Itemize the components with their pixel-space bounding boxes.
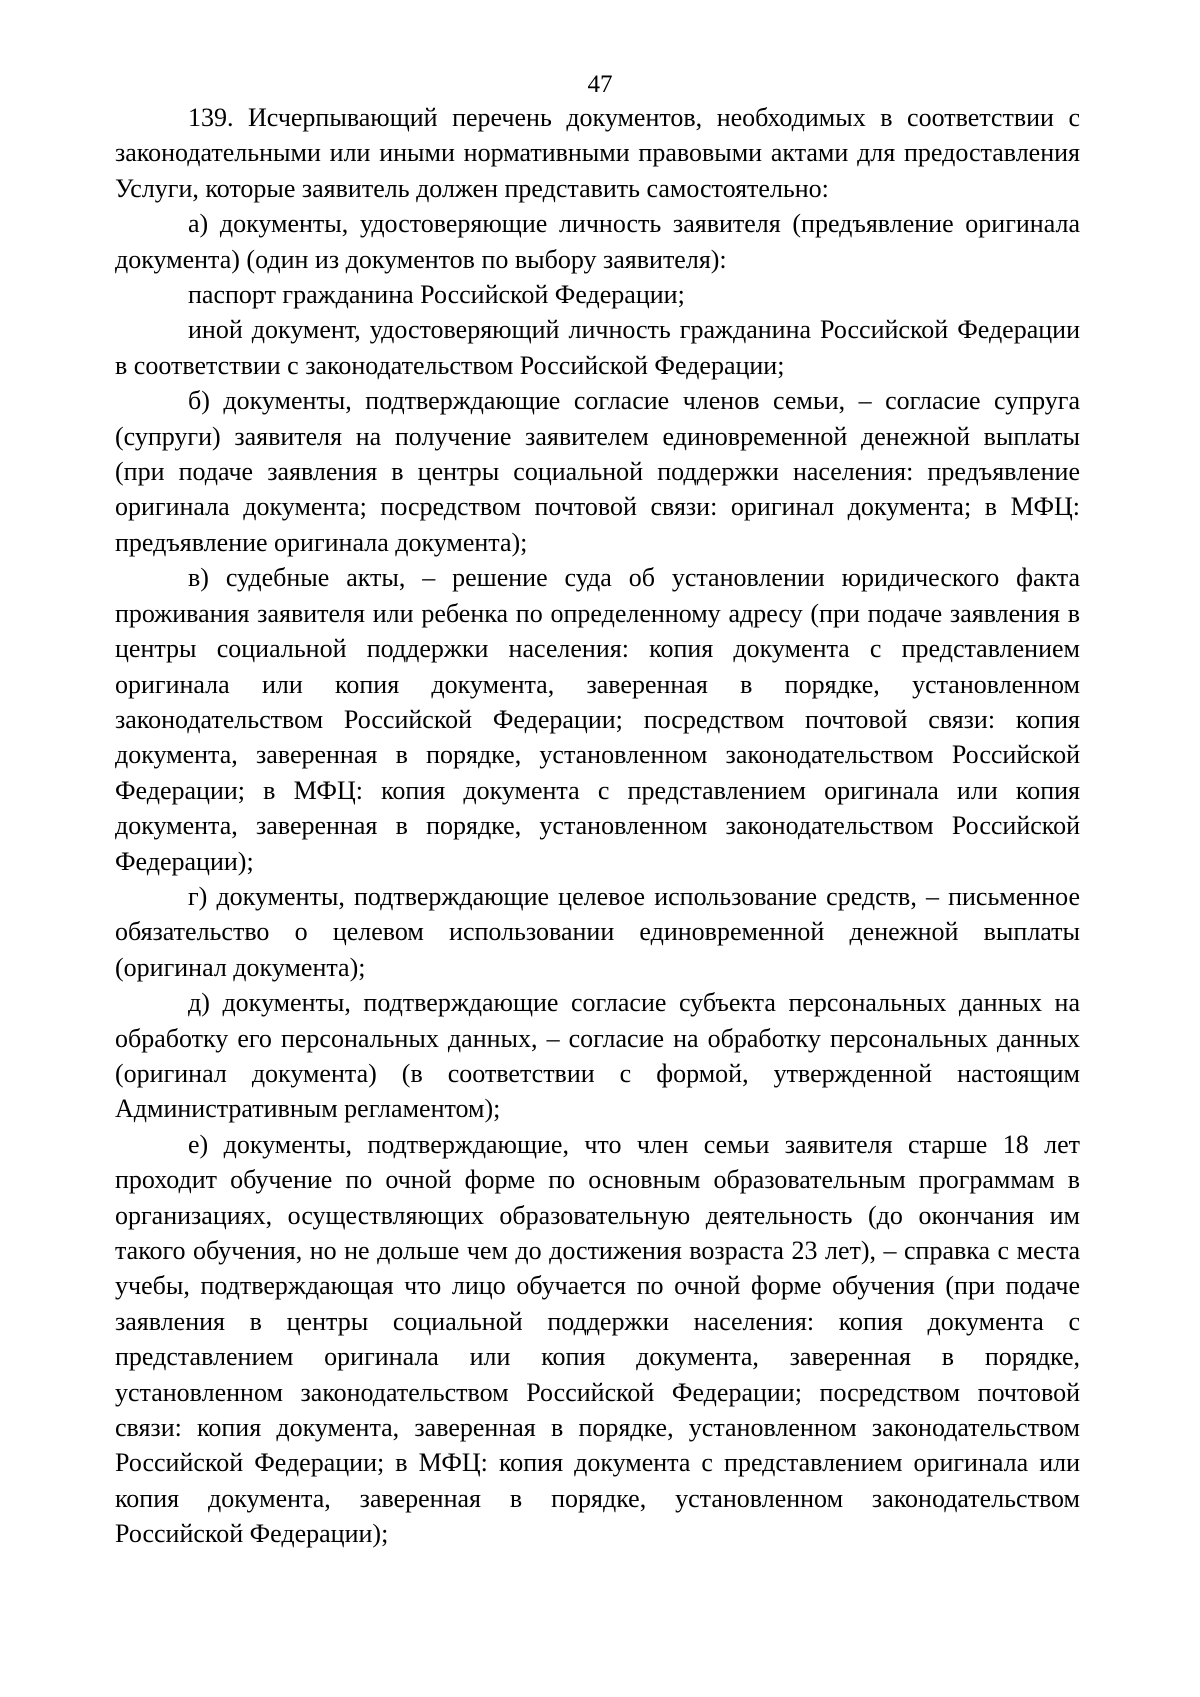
paragraph-139-intro: 139. Исчерпывающий перечень документов, необходимых в соответствии с законодательными или иными нормативными правовыми актами для предоставления Услуги, которые заявитель должен представить самостоятельно: [115,103,1080,203]
paragraph-passport: паспорт гражданина Российской Федерации; [188,280,685,310]
paragraph-item-e: е) документы, подтверждающие, что член семьи заявителя старше 18 лет проходит обучение по очной форме по основным образовательным программам в организациях, осуществляющих образовательную деятельность (до окончания им такого обучения, но не дольше чем до достижения возраста 23 лет), – справка с места учебы, подтверждающая что лицо обучается по очной форме обучения (при подаче заявления в центры социальной поддержки населения: копия документа с представлением оригинала или копия документа, заверенная в порядке, установленном законодательством Российской Федерации; посредством почтовой связи: копия документа, заверенная в порядке, установленном законодательством Российской Федерации; в МФЦ: копия документа с представлением оригинала или копия документа, заверенная в порядке, установленном законодательством Российской Федерации); [115,1129,1080,1549]
page-number: 47 [587,71,613,98]
paragraph-item-g: г) документы, подтверждающие целевое использование средств, – письменное обязательство о целевом использовании единовременной денежной выплаты (оригинал документа); [115,881,1080,982]
paragraph-item-a: а) документы, удостоверяющие личность заявителя (предъявление оригинала документа) (один из документов по выбору заявителя): [115,209,1080,274]
paragraph-item-v: в) судебные акты, – решение суда об установлении юридического факта проживания заявителя или ребенка по определенному адресу (при подаче заявления в центры социальной поддержки населения: копия документа с представлением оригинала или копия документа, заверенная в порядке, установленном законодательством Российской Федерации; посредством почтовой связи: копия документа, заверенная в порядке, установленном законодательством Российской Федерации; в МФЦ: копия документа с представлением оригинала или копия документа, заверенная в порядке, установленном законодательством Российской Федерации); [115,563,1080,876]
paragraph-other-id: иной документ, удостоверяющий личность гражданина Российской Федерации в соответствии с законодательством Российской Федерации; [115,315,1080,380]
paragraph-item-d: д) документы, подтверждающие согласие субъекта персональных данных на обработку его персональных данных, – согласие на обработку персональных данных (оригинал документа) (в соответствии с формой, утвержденной настоящим Административным регламентом); [115,988,1080,1124]
paragraph-item-b: б) документы, подтверждающие согласие членов семьи, – согласие супруга (супруги) заявителя на получение заявителем единовременной денежной выплаты (при подаче заявления в центры социальной поддержки населения: предъявление оригинала документа; посредством почтовой связи: оригинал документа; в МФЦ: предъявление оригинала документа); [115,386,1080,557]
document-body [115,100,1080,1552]
